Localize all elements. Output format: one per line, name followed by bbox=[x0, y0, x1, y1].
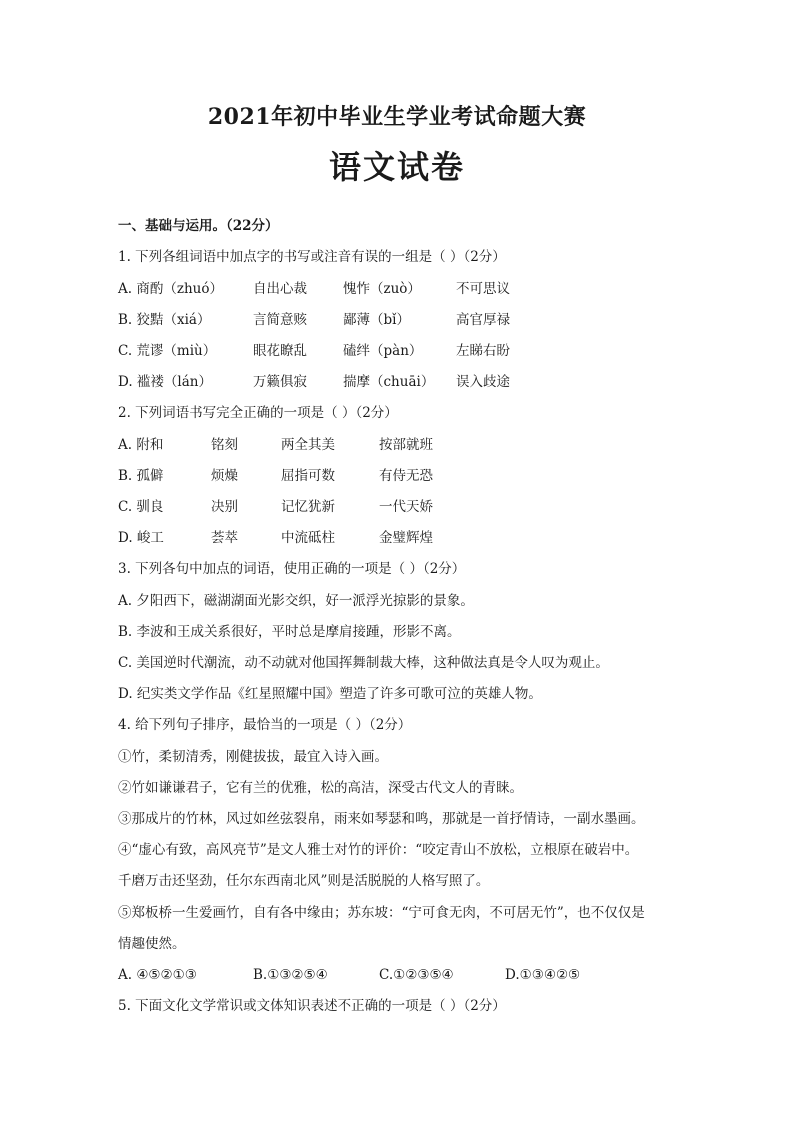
q2-row-b-col2: 烦燥 bbox=[211, 468, 238, 484]
question-3-stem: 3. 下列各句中加点的词语，使用正确的一项是（ ）（2分） bbox=[118, 561, 466, 577]
q3-option-b: B. 李波和王成关系很好，平时总是摩肩接踵，形影不离。 bbox=[118, 624, 461, 640]
q3-option-c: C. 美国逆时代潮流，动不动就对他国挥舞制裁大棒，这种做法真是令人叹为观止。 bbox=[118, 655, 609, 671]
q2-row-b-col4: 有侍无恐 bbox=[379, 468, 433, 484]
q1-row-d-col1: D. 褴褛（lán） bbox=[118, 374, 212, 390]
q4-sentence-3: ③那成片的竹林，风过如丝弦裂帛，雨来如琴瑟和鸣，那就是一首抒情诗，一副水墨画。 bbox=[118, 811, 645, 827]
q1-row-b-col2: 言简意赅 bbox=[253, 312, 307, 328]
q1-row-d-col2: 万籁俱寂 bbox=[253, 374, 307, 390]
q1-row-d-col4: 误入歧途 bbox=[456, 374, 510, 390]
q2-row-a-col1: A. 附和 bbox=[118, 437, 164, 453]
q4-option-a: A. ④⑤②①③ bbox=[118, 967, 197, 983]
q4-sentence-4: ④“虚心有致，高风亮节”是文人雅士对竹的评价：“咬定青山不放松，立根原在破岩中。 bbox=[118, 842, 639, 858]
q4-option-d: D.①③④②⑤ bbox=[505, 967, 581, 983]
q2-row-a-col4: 按部就班 bbox=[379, 437, 433, 453]
q2-row-d-col2: 荟萃 bbox=[211, 530, 238, 546]
q1-row-c-col3: 磕绊（pàn） bbox=[343, 343, 423, 359]
q2-row-d-col4: 金璧辉煌 bbox=[379, 530, 433, 546]
q2-row-c-col3: 记忆犹新 bbox=[281, 499, 335, 515]
q2-row-b-col1: B. 孤僻 bbox=[118, 468, 164, 484]
q3-option-d: D. 纪实类文学作品《红星照耀中国》塑造了许多可歌可泣的英雄人物。 bbox=[118, 686, 542, 702]
q4-option-b: B.①③②⑤④ bbox=[253, 967, 328, 983]
q2-row-a-col3: 两全其美 bbox=[281, 437, 335, 453]
q1-row-c-col2: 眼花瞭乱 bbox=[253, 343, 307, 359]
q2-row-c-col2: 决别 bbox=[211, 499, 238, 515]
exam-title: 2021年初中毕业生学业考试命题大赛 bbox=[207, 104, 587, 130]
q4-sentence-4-cont: 千磨万击还坚劲，任尔东西南北风”则是活脱脱的人格写照了。 bbox=[118, 873, 490, 889]
q1-row-c-col4: 左睇右盼 bbox=[456, 343, 510, 359]
q1-row-a-col1: A. 商酌（zhuó） bbox=[118, 281, 223, 297]
q2-row-d-col3: 中流砥柱 bbox=[281, 530, 335, 546]
section-heading: 一、基础与运用。（22分） bbox=[118, 218, 279, 234]
question-5-stem: 5. 下面文化文学常识或文体知识表述不正确的一项是（ ）（2分） bbox=[118, 998, 506, 1014]
q1-row-b-col3: 鄙薄（bǐ） bbox=[343, 312, 410, 328]
q4-sentence-2: ②竹如谦谦君子，它有兰的优雅，松的高洁，深受古代文人的青睐。 bbox=[118, 780, 523, 796]
q1-row-a-col3: 愧怍（zuò） bbox=[343, 281, 421, 297]
q1-row-d-col3: 揣摩（chuāi） bbox=[343, 374, 435, 390]
q4-sentence-5-cont: 情趣使然。 bbox=[118, 936, 186, 952]
question-2-stem: 2. 下列词语书写完全正确的一项是（ ）（2分） bbox=[118, 405, 398, 421]
q1-row-c-col1: C. 荒谬（miù） bbox=[118, 343, 217, 359]
q2-row-b-col3: 屈指可数 bbox=[281, 468, 335, 484]
exam-subtitle: 语文试卷 bbox=[328, 148, 465, 186]
q2-row-c-col1: C. 驯良 bbox=[118, 499, 164, 515]
q4-sentence-1: ①竹，柔韧清秀，刚健拔拔，最宜入诗入画。 bbox=[118, 749, 388, 765]
q1-row-a-col2: 自出心裁 bbox=[253, 281, 307, 297]
question-4-stem: 4. 给下列句子排序，最恰当的一项是（ ）（2分） bbox=[118, 717, 412, 733]
q3-option-a: A. 夕阳西下，磁湖湖面光影交织，好一派浮光掠影的景象。 bbox=[118, 593, 474, 609]
q2-row-c-col4: 一代天娇 bbox=[379, 499, 433, 515]
q1-row-a-col4: 不可思议 bbox=[456, 281, 510, 297]
question-1-stem: 1. 下列各组词语中加点字的书写或注音有误的一组是（ ）（2分） bbox=[118, 249, 506, 265]
q2-row-a-col2: 铭刻 bbox=[211, 437, 238, 453]
q1-row-b-col4: 高官厚禄 bbox=[456, 312, 510, 328]
q2-row-d-col1: D. 峻工 bbox=[118, 530, 164, 546]
q4-option-c: C.①②③⑤④ bbox=[379, 967, 454, 983]
q4-sentence-5: ⑤郑板桥一生爱画竹，自有各中缘由；苏东坡：“宁可食无肉，不可居无竹”，也不仅仅是 bbox=[118, 905, 645, 921]
q1-row-b-col1: B. 狡黠（xiá） bbox=[118, 312, 211, 328]
